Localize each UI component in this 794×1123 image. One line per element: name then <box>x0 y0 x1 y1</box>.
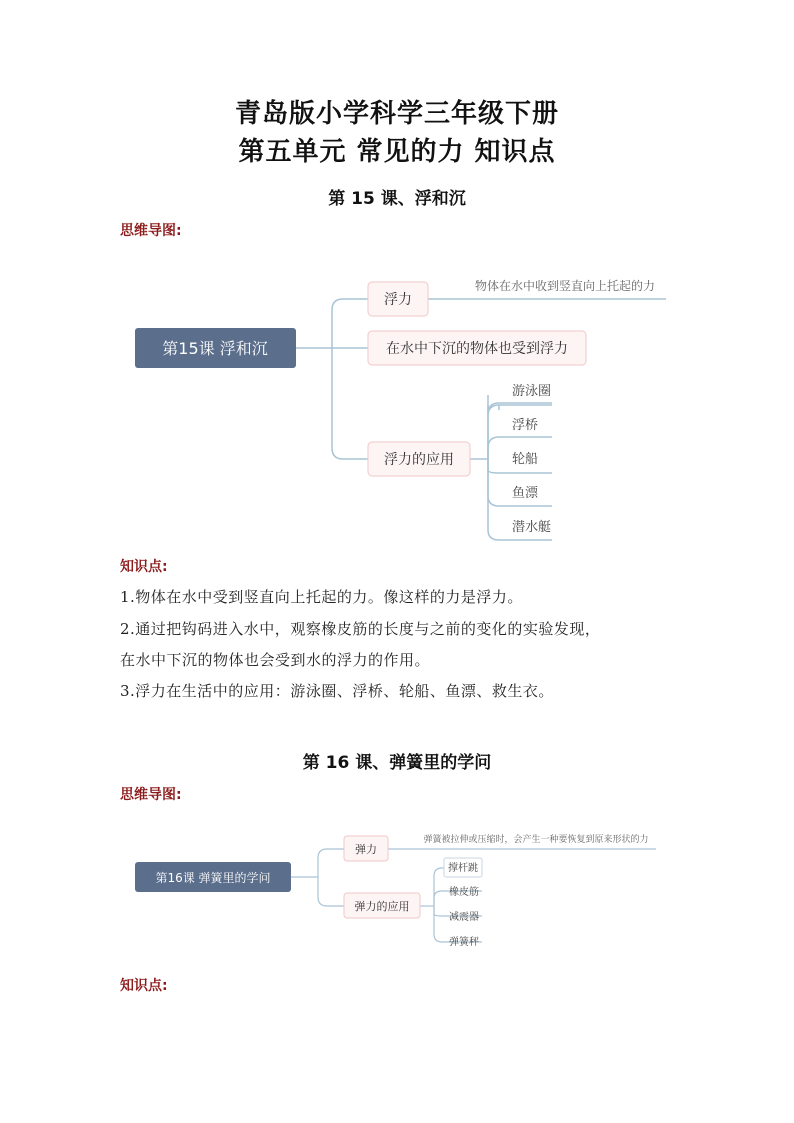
lesson16-knowledge-label: 知识点: <box>120 978 168 994</box>
lesson15-app-item: 浮桥 <box>512 418 539 433</box>
lesson15-point-2: 2.通过把钩码进入水中，观察橡皮筋的长度与之前的变化的实验发现， <box>120 620 601 638</box>
lesson15-branch1-label: 浮力 <box>384 292 412 308</box>
lesson15-root-label: 第15课 浮和沉 <box>162 339 268 358</box>
document-title-line2: 第五单元 常见的力 知识点 <box>238 137 556 167</box>
lesson15-point-3: 3.浮力在生活中的应用：游泳圈、浮桥、轮船、鱼漂、救生衣。 <box>120 682 554 700</box>
lesson16-app-item: 橡皮筋 <box>449 887 479 898</box>
lesson15-branch2-label: 在水中下沉的物体也受到浮力 <box>386 341 568 357</box>
lesson15-branch1-note: 物体在水中收到竖直向上托起的力 <box>474 279 656 293</box>
lesson15-app-item: 鱼漂 <box>512 486 539 501</box>
document-title-line1: 青岛版小学科学三年级下册 <box>234 99 559 129</box>
lesson15-knowledge-label: 知识点: <box>120 559 168 575</box>
lesson16-mindmap-label: 思维导图: <box>120 787 182 803</box>
lesson16-branch1-note: 弹簧被拉伸或压缩时，会产生一种要恢复到原来形状的力 <box>423 835 649 845</box>
lesson15-point-1: 1.物体在水中受到竖直向上托起的力。像这样的力是浮力。 <box>120 588 523 606</box>
lesson16-app-item: 减震器 <box>449 912 479 923</box>
lesson16-app-item: 弹簧秤 <box>449 937 479 948</box>
lesson15-mindmap-label: 思维导图: <box>120 223 182 239</box>
lesson16-branch2-label: 弹力的应用 <box>354 900 410 913</box>
lesson15-app-item: 游泳圈 <box>512 384 552 399</box>
lesson16-app-item: 撑杆跳 <box>448 863 478 874</box>
lesson16-branch1-label: 弹力 <box>355 843 377 856</box>
lesson15-app-item: 潜水艇 <box>512 520 552 535</box>
lesson15-point-2-cont: 在水中下沉的物体也会受到水的浮力的作用。 <box>120 651 431 669</box>
lesson15-branch3-label: 浮力的应用 <box>384 452 454 468</box>
lesson16-root-label: 第16课 弹簧里的学问 <box>155 871 271 885</box>
lesson15-heading: 第 15 课、浮和沉 <box>328 189 466 209</box>
lesson16-heading: 第 16 课、弹簧里的学问 <box>302 753 492 773</box>
lesson15-app-item: 轮船 <box>512 452 539 467</box>
